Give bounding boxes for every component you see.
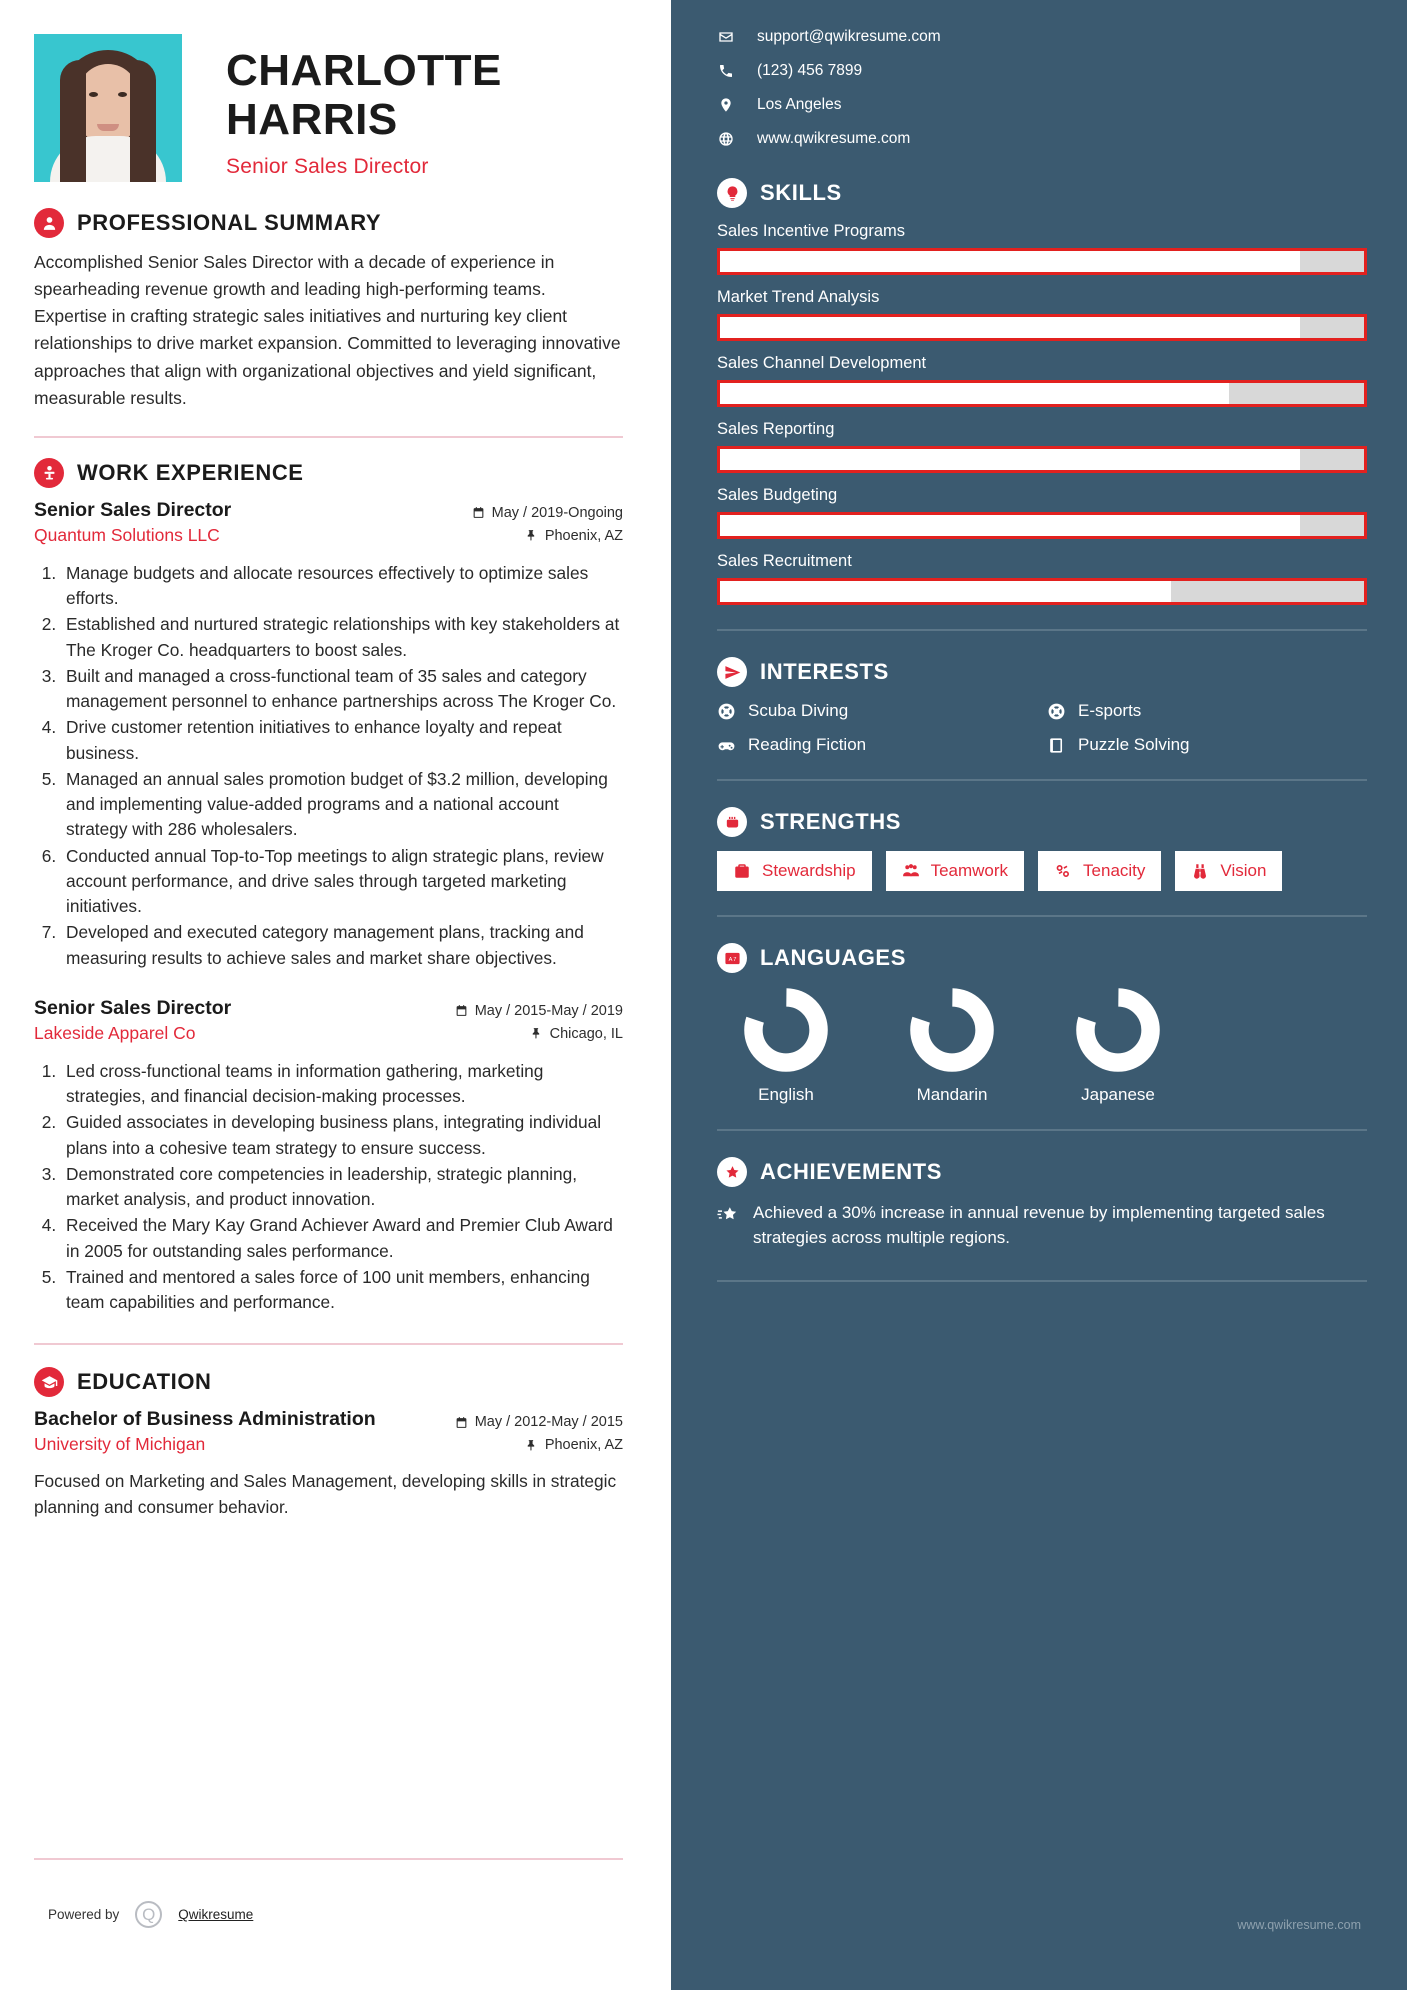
- contact-phone[interactable]: [717, 62, 1367, 80]
- skill-label: Sales Channel Development: [717, 354, 927, 372]
- link-icon: [1054, 862, 1072, 880]
- skill-item: [717, 486, 1367, 539]
- contact-location: [717, 96, 1367, 114]
- right-sidebar: [671, 0, 1407, 1990]
- skill-item: [717, 552, 1367, 605]
- footer-branding: [48, 1901, 253, 1928]
- skill-label: Sales Recruitment: [717, 552, 852, 570]
- language-item: [1057, 987, 1179, 1105]
- interest-label: Scuba Diving: [748, 701, 849, 720]
- life-ring-icon: [1047, 702, 1066, 721]
- job-date-text: May / 2019-Ongoing: [491, 504, 623, 521]
- strength-chip: [886, 851, 1024, 891]
- job-company: Lakeside Apparel Co: [34, 1022, 196, 1043]
- gamepad-icon: [717, 736, 736, 755]
- interest-item: [717, 735, 1037, 755]
- sidebar-divider: [717, 915, 1367, 917]
- svg-text:7: 7: [732, 956, 736, 963]
- toolbox-icon: [733, 862, 751, 880]
- calendar-icon: [472, 506, 485, 519]
- powered-by-label: Powered by: [48, 1907, 120, 1922]
- summary-text: Accomplished Senior Sales Director with a decade of experience in spearheading revenue growth and leading high-performing teams. Expertise in crafting strategic sales initiatives and nurturing key client relationships to drive market expansion. Committed to leveraging innovative approaches that align with organizational objectives and yield significant, measurable results.: [34, 252, 621, 408]
- job-bullet: 6. Conducted annual Top-to-Top meetings to align strategic plans, review account performance, and drive sales through targeted marketing initiatives.: [61, 844, 623, 920]
- skill-label: Sales Incentive Programs: [717, 222, 906, 240]
- strengths-list: [717, 851, 1367, 891]
- job-bullet: 7. Developed and executed category management plans, tracking and measuring results to achieve sales and market share objectives.: [61, 920, 623, 971]
- contact-location-text: Los Angeles: [757, 96, 842, 113]
- binoculars-icon: [1191, 862, 1209, 880]
- skills-title: SKILLS: [760, 180, 842, 205]
- job-bullet: 3. Built and managed a cross-functional team of 35 sales and category management personnel to enhance partnerships across The Kroger Co.: [61, 664, 623, 715]
- first-name: CHARLOTTE: [226, 46, 502, 95]
- school-name: University of Michigan: [34, 1434, 206, 1455]
- languages-title: LANGUAGES: [760, 945, 906, 970]
- avatar: [34, 34, 182, 182]
- briefcase-user-icon: [34, 458, 64, 488]
- language-item: [891, 987, 1013, 1105]
- job-bullet: 1. Manage budgets and allocate resources effectively to optimize sales efforts.: [61, 561, 623, 612]
- location-pin-icon: [717, 97, 735, 113]
- strengths-heading: [717, 807, 1367, 837]
- email-icon: [717, 29, 735, 45]
- job-bullet: 2. Guided associates in developing business plans, integrating individual plans into a cohesive team strategy to ensure success.: [61, 1110, 623, 1161]
- language-label: Japanese: [1081, 1085, 1155, 1104]
- last-name: HARRIS: [226, 95, 398, 145]
- job-bullet: 4. Drive customer retention initiatives to enhance loyalty and repeat business.: [61, 715, 623, 766]
- job-role: Senior Sales Director: [34, 498, 232, 521]
- skill-bar: [717, 578, 1367, 605]
- calendar-icon: [455, 1416, 468, 1429]
- user-icon: [34, 208, 64, 238]
- skill-item: [717, 288, 1367, 341]
- pin-icon: [530, 1027, 543, 1040]
- svg-text:A: A: [728, 956, 732, 963]
- work-title: WORK EXPERIENCE: [77, 459, 304, 485]
- strength-label: Tenacity: [1083, 861, 1146, 880]
- section-strengths: [717, 807, 1367, 891]
- book-icon: [1047, 736, 1066, 755]
- education-heading: [34, 1367, 623, 1397]
- section-education: [34, 1367, 623, 1521]
- sidebar-footer-url: www.qwikresume.com: [1237, 1918, 1361, 1932]
- job-bullet: 4. Received the Mary Kay Grand Achiever Award and Premier Club Award in 2005 for outstanding sales performance.: [61, 1213, 623, 1264]
- skill-bar: [717, 248, 1367, 275]
- language-donut-chart: [743, 987, 829, 1073]
- section-interests: [717, 657, 1367, 755]
- summary-heading: [34, 208, 623, 238]
- skills-heading: [717, 178, 1367, 208]
- job-location-text: Phoenix, AZ: [544, 527, 623, 544]
- education-title: EDUCATION: [77, 1369, 212, 1395]
- fist-icon: [717, 807, 747, 837]
- job-bullet: 5. Trained and mentored a sales force of 100 unit members, enhancing team capabilities and performance.: [61, 1265, 623, 1316]
- interest-item: [717, 701, 1037, 721]
- language-donut-chart: [1075, 987, 1161, 1073]
- summary-title: PROFESSIONAL SUMMARY: [77, 210, 382, 235]
- education-location: [455, 1437, 623, 1453]
- shooting-star-icon: [717, 1204, 739, 1226]
- job-location: [455, 1026, 623, 1042]
- divider: [34, 1858, 623, 1860]
- job-bullet: 2. Established and nurtured strategic relationships with key stakeholders at The Kroger Co. headquarters to boost sales.: [61, 612, 623, 663]
- strengths-title: STRENGTHS: [760, 809, 902, 834]
- interest-item: [1047, 701, 1367, 721]
- skill-bar: [717, 446, 1367, 473]
- language-item: [725, 987, 847, 1105]
- qwikresume-logo-icon: Q: [135, 1901, 162, 1928]
- degree-name: Bachelor of Business Administration: [34, 1408, 376, 1431]
- header: [34, 34, 623, 182]
- job-company: Quantum Solutions LLC: [34, 524, 220, 545]
- strength-chip: [717, 851, 872, 891]
- contact-website[interactable]: [717, 130, 1367, 148]
- job-location: [472, 528, 623, 544]
- skill-bar-fill: [720, 251, 1300, 272]
- job-bullet: 3. Demonstrated core competencies in leadership, strategic planning, market analysis, and product innovation.: [61, 1162, 623, 1213]
- job-role: Senior Sales Director: [34, 996, 232, 1019]
- job-bullets: [61, 1059, 623, 1316]
- page-title: [226, 46, 502, 145]
- job-date-text: May / 2015-May / 2019: [474, 1002, 623, 1019]
- phone-icon: [717, 63, 735, 79]
- divider: [34, 1343, 623, 1345]
- interest-label: Reading Fiction: [748, 735, 867, 754]
- sidebar-divider: [717, 1129, 1367, 1131]
- skill-item: [717, 354, 1367, 407]
- job-bullet: 1. Led cross-functional teams in information gathering, marketing strategies, and financial decision-making processes.: [61, 1059, 623, 1110]
- achievement-item: [717, 1201, 1367, 1250]
- strength-label: Vision: [1220, 861, 1267, 880]
- skill-label: Market Trend Analysis: [717, 288, 880, 306]
- job-title: Senior Sales Director: [226, 154, 429, 178]
- name-block: [226, 34, 502, 179]
- life-ring-icon: [717, 702, 736, 721]
- qwikresume-link[interactable]: Qwikresume: [178, 1907, 254, 1922]
- skill-bar-fill: [720, 449, 1300, 470]
- job-bullet: 5. Managed an annual sales promotion budget of $3.2 million, developing and implementing value-added programs and a national account strategy with 286 wholesalers.: [61, 767, 623, 843]
- contact-phone-text: (123) 456 7899: [757, 62, 863, 79]
- section-professional-summary: [34, 208, 623, 412]
- skill-bar-fill: [720, 515, 1300, 536]
- work-entry: [34, 499, 623, 971]
- language-label: Mandarin: [916, 1085, 988, 1104]
- achievements-heading: [717, 1157, 1367, 1187]
- job-meta: [472, 499, 623, 551]
- lightbulb-icon: [717, 178, 747, 208]
- skill-label: Sales Reporting: [717, 420, 835, 438]
- paper-plane-icon: [717, 657, 747, 687]
- interests-title: INTERESTS: [760, 659, 889, 684]
- job-meta: [455, 997, 623, 1049]
- left-column: [0, 0, 663, 1990]
- language-donut-chart: [909, 987, 995, 1073]
- skill-label: Sales Budgeting: [717, 486, 838, 504]
- section-skills: [717, 178, 1367, 605]
- divider: [34, 436, 623, 438]
- education-meta: [455, 1408, 623, 1460]
- job-date: [455, 1003, 623, 1019]
- contact-email[interactable]: [717, 28, 1367, 46]
- sidebar-divider: [717, 779, 1367, 781]
- work-heading: [34, 458, 623, 488]
- education-description: Focused on Marketing and Sales Management, developing skills in strategic planning and consumer behavior.: [34, 1471, 617, 1518]
- sidebar-divider: [717, 1280, 1367, 1282]
- interests-heading: [717, 657, 1367, 687]
- education-location-text: Phoenix, AZ: [544, 1437, 623, 1454]
- calendar-icon: [455, 1004, 468, 1017]
- education-date-text: May / 2012-May / 2015: [474, 1414, 623, 1431]
- interest-label: E-sports: [1078, 701, 1142, 720]
- skill-bar: [717, 380, 1367, 407]
- skill-item: [717, 222, 1367, 275]
- skill-bar-fill: [720, 383, 1229, 404]
- strength-chip: [1175, 851, 1282, 891]
- pin-icon: [525, 1439, 538, 1452]
- achievements-title: ACHIEVEMENTS: [760, 1159, 942, 1184]
- skill-bar: [717, 512, 1367, 539]
- strength-label: Teamwork: [930, 861, 1009, 880]
- languages-grid: [717, 987, 1367, 1105]
- graduation-cap-icon: [34, 1367, 64, 1397]
- sidebar-divider: [717, 629, 1367, 631]
- education-date: [455, 1414, 623, 1430]
- section-work-experience: [34, 458, 623, 1316]
- skill-bar-fill: [720, 581, 1171, 602]
- languages-heading: [717, 943, 1367, 973]
- section-languages: [717, 943, 1367, 1105]
- achievement-text: Achieved a 30% increase in annual revenue by implementing targeted sales strategies across multiple regions.: [753, 1203, 1325, 1247]
- section-achievements: [717, 1157, 1367, 1250]
- pin-icon: [525, 529, 538, 542]
- translate-icon: [717, 943, 747, 973]
- job-bullets: [61, 561, 623, 971]
- language-label: English: [758, 1085, 814, 1104]
- strength-chip: [1038, 851, 1161, 891]
- star-badge-icon: [717, 1157, 747, 1187]
- people-group-icon: [902, 862, 920, 880]
- globe-icon: [717, 131, 735, 147]
- job-location-text: Chicago, IL: [549, 1025, 623, 1042]
- work-entry: [34, 997, 623, 1316]
- contact-list: [717, 28, 1367, 148]
- interest-item: [1047, 735, 1367, 755]
- contact-website-text: www.qwikresume.com: [757, 130, 911, 147]
- strength-label: Stewardship: [762, 861, 856, 880]
- skill-bar: [717, 314, 1367, 341]
- contact-email-text: support@qwikresume.com: [757, 28, 941, 45]
- interests-grid: [717, 701, 1367, 755]
- job-date: [472, 505, 623, 521]
- skill-bar-fill: [720, 317, 1300, 338]
- column-gap: [663, 0, 671, 1990]
- skill-item: [717, 420, 1367, 473]
- interest-label: Puzzle Solving: [1078, 735, 1190, 754]
